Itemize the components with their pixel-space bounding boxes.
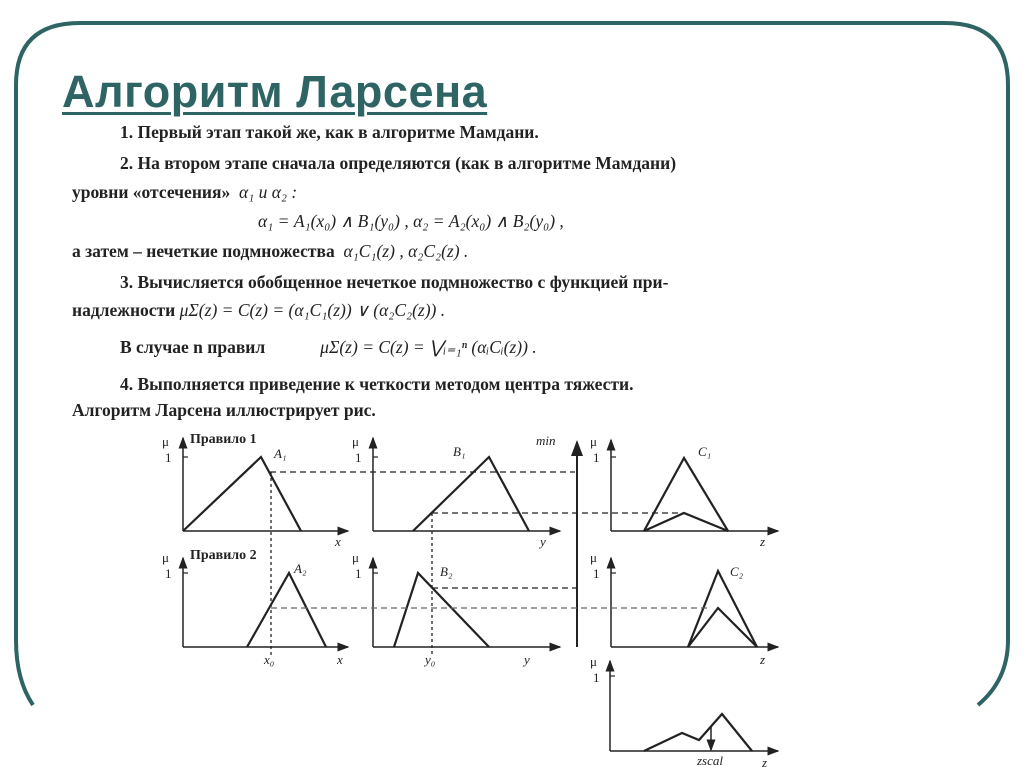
panel-c1 [611,440,778,531]
b2-curve [394,573,489,647]
a2-curve [247,573,326,647]
panel-c2 [611,558,778,647]
mu-label: μ [590,654,597,669]
one-label: 1 [593,670,600,685]
z-axis-label: z [760,534,766,549]
a1-curve [183,457,301,531]
membership-text: надлежности [72,300,176,320]
panel-a1 [183,438,348,531]
slide-title: Алгоритм Ларсена [62,66,488,117]
step-4: 4. Выполняется приведение к четкости методом центра тяжести. [120,374,634,394]
n-rules-formula: μΣ(z) = C(z) = ⋁ᵢ₌₁ⁿ (αᵢCᵢ(z)) . [320,337,537,357]
one-label: 1 [165,566,172,581]
step-2: 2. На втором этапе сначала определяются (как в алгоритме Мамдани) [120,153,677,173]
c1-curve [644,458,728,531]
one-label: 1 [355,450,362,465]
mu-label: μ [352,550,359,565]
mu-label: μ [162,550,169,565]
x-axis-label: x [337,652,343,667]
min-label: min [536,433,556,448]
subsets-math: α₁C₁(z) , α₂C₂(z) . [343,241,469,261]
panel-b2 [373,558,560,647]
rule-2-label: Правило 2 [190,548,257,563]
mu-label: μ [590,550,597,565]
panel-result [610,661,778,751]
one-label: 1 [593,450,600,465]
rule-1-label: Правило 1 [190,432,257,447]
figure-reference: Алгоритм Ларсена иллюстрирует рис. [72,400,376,420]
mu-label: μ [162,434,169,449]
alpha-formula: α₁ = A₁(x₀) ∧ B₁(y₀) , α₂ = A₂(x₀) ∧ B₂(y₀) , [258,211,564,231]
membership-formula: μΣ(z) = C(z) = (α₁C₁(z)) ∨ (α₂C₂(z)) . [179,300,446,320]
subsets-text: а затем – нечеткие подмножества [72,241,335,261]
one-label: 1 [165,450,172,465]
z-axis-label: z [760,652,766,667]
a2-label: A₂ [294,561,307,576]
cut-levels-math: α₁ и α₂ : [238,182,298,202]
zscal-label: zscal [697,753,723,767]
one-label: 1 [593,566,600,581]
step-3: 3. Вычисляется обобщенное нечеткое подмножество с функцией при- [120,272,669,292]
y-axis-label: y [540,534,546,549]
b2-label: B₂ [440,564,453,579]
c2-label: C₂ [730,564,744,579]
a1-label: A₁ [274,446,287,461]
mu-label: μ [590,434,597,449]
mu-label: μ [352,434,359,449]
panel-a2 [183,558,348,647]
x0-label: x₀ [264,652,275,667]
aggregated-curve [644,714,752,751]
one-label: 1 [355,566,362,581]
cut-levels-text: уровни «отсечения» [72,182,231,202]
y-axis-label: y [524,652,530,667]
c1-label: C₁ [698,444,712,459]
z-axis-label: z [762,755,768,767]
b1-label: B₁ [453,444,466,459]
x-axis-label: x [335,534,341,549]
y0-label: y₀ [425,652,436,667]
c1-scaled-curve [644,513,728,531]
step-1: 1. Первый этап такой же, как в алгоритме Мамдани. [120,122,539,142]
b1-curve [413,457,529,531]
panel-b1 [373,438,560,531]
n-rules-text: В случае n правил [120,337,266,357]
